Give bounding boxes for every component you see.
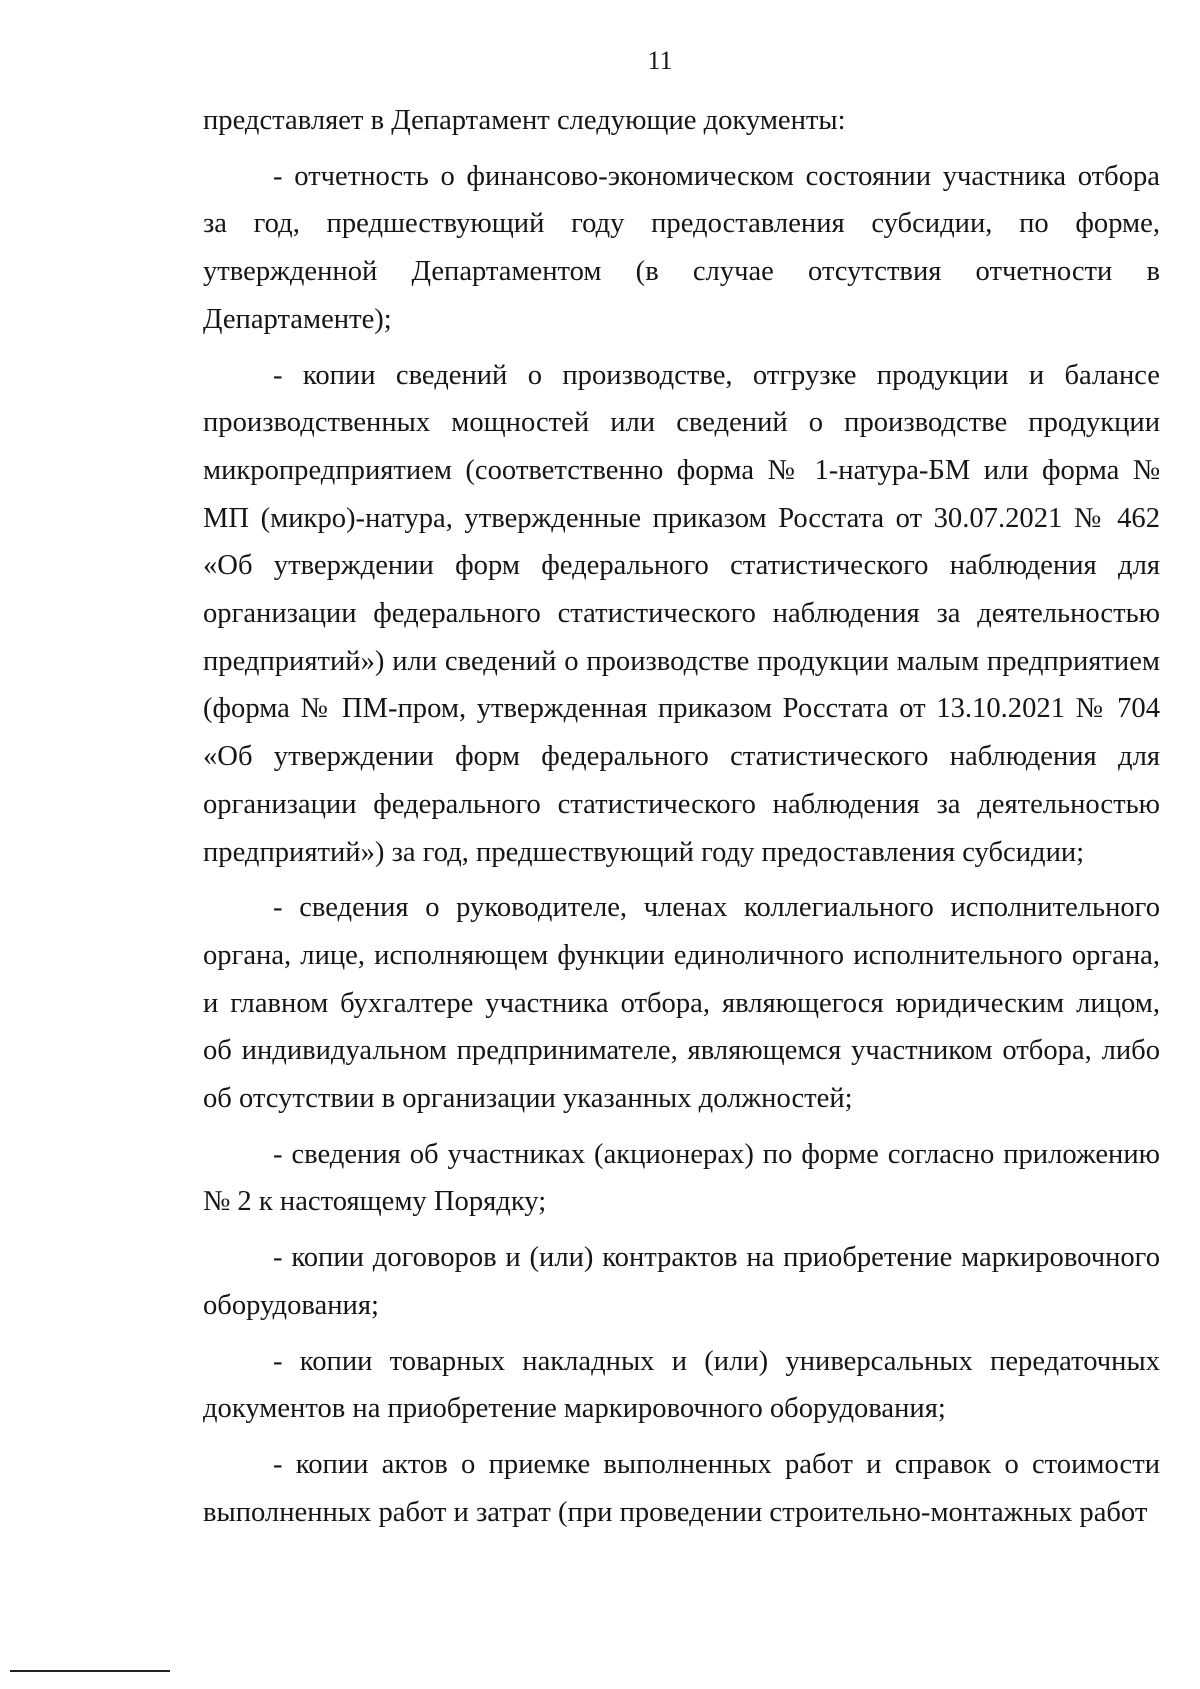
list-item-invoices: - копии товарных накладных и (или) универсальных передаточных документов на приобретение маркировочного оборудования;	[203, 1345, 1160, 1425]
footnote-divider	[10, 1670, 170, 1672]
paragraph-intro: представляет в Департамент следующие документы:	[203, 105, 846, 136]
page-number: 11	[647, 46, 673, 75]
list-item-shareholders-info: - сведения об участниках (акционерах) по форме согласно приложению № 2 к настоящему Порядку;	[203, 1138, 1160, 1218]
document-body	[203, 97, 1160, 1536]
list-item-acceptance-acts: - копии актов о приемке выполненных работ и справок о стоимости выполненных работ и затрат (при проведении строительно-монтажных работ	[203, 1448, 1160, 1528]
list-item-financial-report: - отчетность о финансово-экономическом состоянии участника отбора за год, предшествующий году предоставления субсидии, по форме, утвержденной Департаментом (в случае отсутствия отчетности в Департаменте);	[203, 160, 1160, 335]
list-item-production-info: - копии сведений о производстве, отгрузке продукции и балансе производственных мощностей или сведений о производстве продукции микропредприятием (соответственно форма № 1-натура-БМ или форма № МП (микро)-натура, утвержденные приказом Росстата от 30.07.2021 № 462 «Об утверждении форм федерального статистического наблюдения для организации федерального статистического наблюдения за деятельностью предприятий») или сведений о производстве продукции малым предприятием (форма № ПМ-пром, утвержденная приказом Росстата от 13.10.2021 № 704 «Об утверждении форм федерального статистического наблюдения для организации федерального статистического наблюдения за деятельностью предприятий») за год, предшествующий году предоставления субсидии;	[203, 359, 1160, 868]
list-item-contracts: - копии договоров и (или) контрактов на приобретение маркировочного оборудования;	[203, 1242, 1160, 1321]
list-item-management-info: - сведения о руководителе, членах коллегиального исполнительного органа, лице, исполняющем функции единоличного исполнительного органа, и главном бухгалтере участника отбора, являющегося юридическим лицом, об индивидуальном предпринимателе, являющемся участником отбора, либо об отсутствии в организации указанных должностей;	[203, 892, 1160, 1115]
